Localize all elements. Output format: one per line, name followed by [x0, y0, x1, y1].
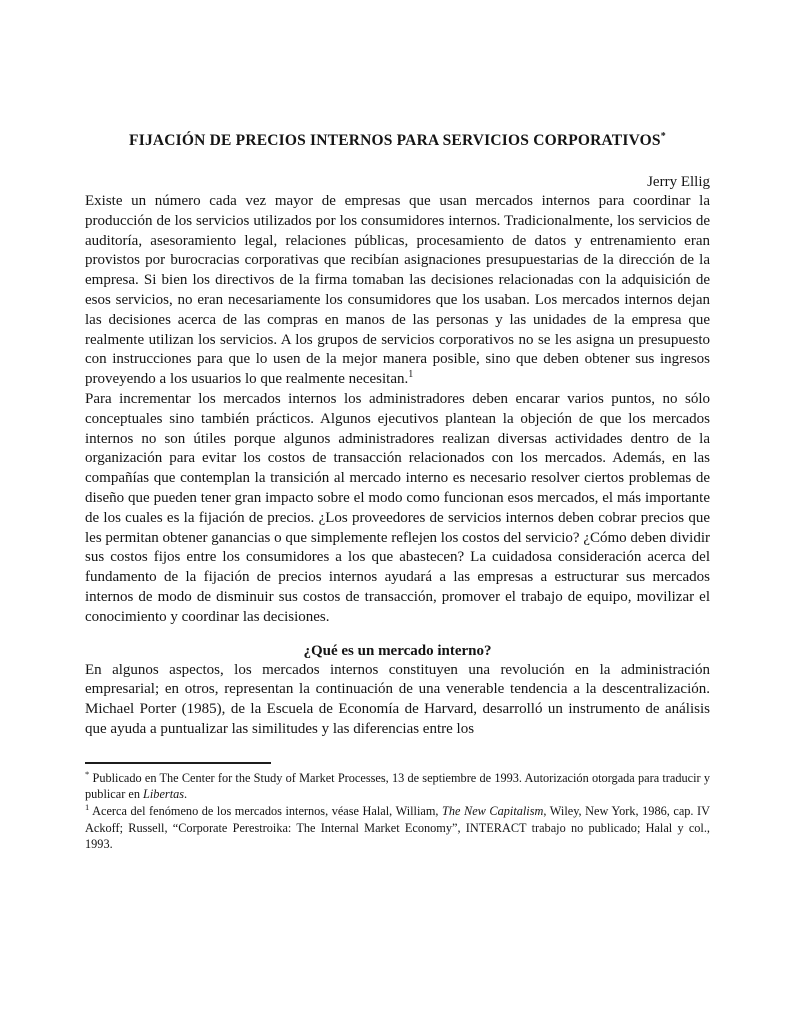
paragraph-1-text: Existe un número cada vez mayor de empresas que usan mercados internos para coordinar la producción de los servicios utilizados por los consumidores internos. Tradicionalmente, los servicios de auditoría, asesoramiento legal, relaciones públicas, procesamiento de datos y entrenamiento eran provistos por burocracias corporativas que recibían asignaciones presupuestarias de la dirección de la empresa. Si bien los directivos de la firma tomaban las decisiones relacionadas con la adquisición de esos servicios, no eran necesariamente los consumidores que los usaban. Los mercados internos dejan las decisiones acerca de las compras en manos de las personas y las unidades de la empresa que realmente utilizan los servicios. A los grupos de servicios corporativos no se les asigna un presupuesto con instrucciones para que lo usen de la mejor manera posible, sino que deben obtener sus ingresos proveyendo a los usuarios lo que realmente necesitan.	[85, 193, 710, 388]
paragraph-3: En algunos aspectos, los mercados internos constituyen una revolución en la administración empresarial; en otros, representan la continuación de una venerable tendencia a la descentralización. Michael Porter (1985), de la Escuela de Economía de Harvard, desarrolló un instrumento de análisis que ayuda a puntualizar las similitudes y las diferencias entre los	[85, 661, 710, 737]
page-title	[85, 0, 710, 151]
footnote-one-mark: 1	[85, 801, 90, 812]
section-heading: ¿Qué es un mercado interno?	[303, 642, 492, 659]
footnote-star-text: Publicado en The Center for the Study of Market Processes, 13 de septiembre de 1993. Autorización otorgada para traducir y publicar en Libertas.	[85, 770, 710, 802]
title-footnote-mark: *	[660, 130, 666, 142]
footnote-star-mark: *	[85, 768, 90, 779]
paragraph-1	[85, 192, 710, 390]
footnote-separator	[85, 762, 271, 764]
footnote-one	[85, 803, 710, 853]
paragraph-2: Para incrementar los mercados internos los administradores deben encarar varios puntos, no sólo conceptuales sino también prácticos. Algunos ejecutivos plantean la objeción de que los mercados internos no son útiles porque algunos administradores realizan diversas actividades dentro de la organización para evitar los costos de transacción relacionados con los mercados. Además, en las compañías que contemplan la transición al mercado interno es necesario resolver ciertos problemas de diseño que pueden tener gran impacto sobre el modo como funcionan esos mercados, el más importante de los cuales es la fijación de precios. ¿Los proveedores de servicios internos deben cobrar precios que les permitan obtener ganancias o que simplemente reflejen los costos del servicio? ¿Cómo deben dividir sus costos fijos entre los consumidores a los que abastecen? La cuidadosa consideración acerca del fundamento de la fijación de precios internos ayudará a las empresas a estructurar sus mercados internos de modo de disminuir sus costos de transacción, promover el trabajo de equipo, movilizar el conocimiento y coordinar las decisiones.	[85, 390, 710, 625]
footnote-ref-1: 1	[408, 369, 414, 381]
page-title-text: FIJACIÓN DE PRECIOS INTERNOS PARA SERVICIOS CORPORATIVOS	[129, 132, 661, 149]
footnote-star	[85, 770, 710, 803]
author-byline: Jerry Ellig	[647, 174, 710, 190]
footnote-block	[85, 762, 710, 853]
footnote-one-text: Acerca del fenómeno de los mercados internos, véase Halal, William, The New Capitalism, Wiley, New York, 1986, cap. IV Ackoff; Russell, “Corporate Perestroika: The Internal Market Economy”, INTERACT trabajo no publicado; Halal y col., 1993.	[85, 803, 711, 852]
